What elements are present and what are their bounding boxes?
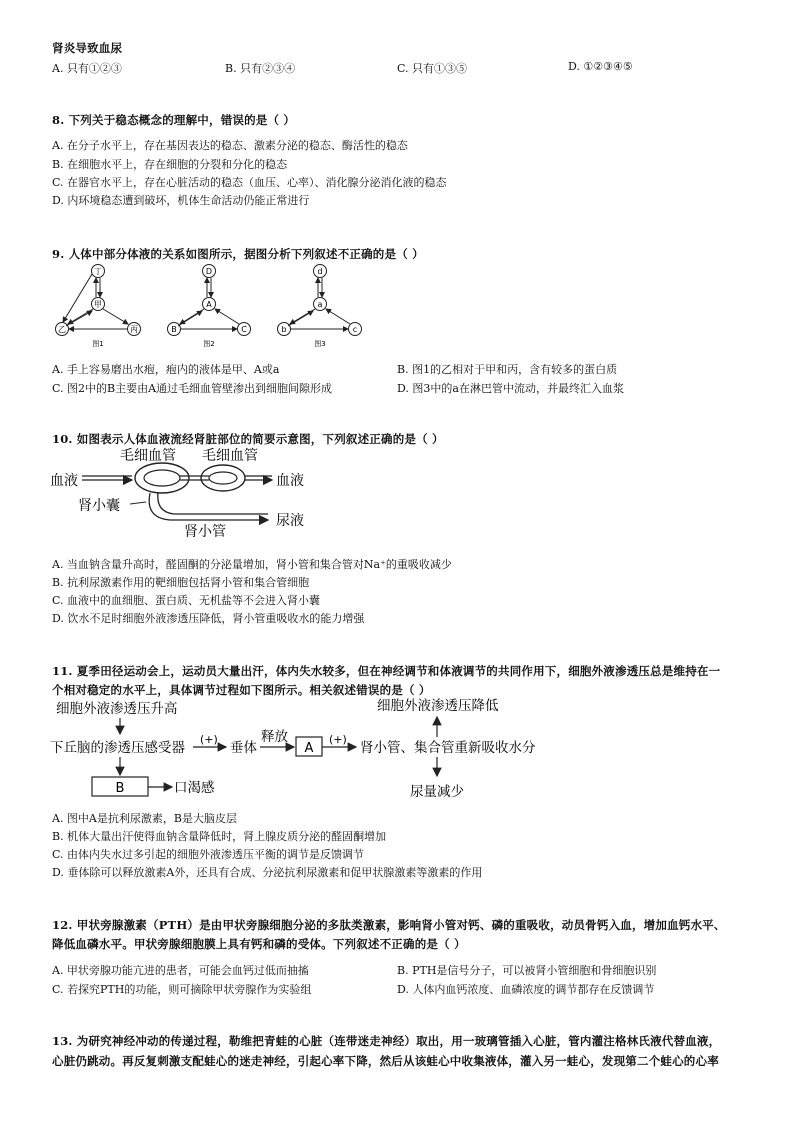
hormone-a-label: A [304, 741, 314, 756]
fig2-top-label: D [205, 267, 213, 276]
question-12-option-b: B. PTH是信号分子，可以被肾小管细胞和骨细胞识别 [397, 964, 657, 977]
blood-out-label: 血液 [276, 473, 304, 489]
fig1-right-label: 丙 [130, 325, 138, 334]
question-11-option-c: C. 由体内失水过多引起的细胞外液渗透压平衡的调节是反馈调节 [52, 848, 365, 861]
question-8-stem: 8. 下列关于稳态概念的理解中，错误的是（ ） [52, 113, 296, 127]
question-13-stem-line-1: 13. 为研究神经冲动的传递过程，勒维把青蛙的心脏（连带迷走神经）取出，用一玻璃管插入心脏，管内灌注格林氏液代替血液， [52, 1034, 721, 1048]
question-12-option-c: C. 若探究PTH的功能，则可摘除甲状旁腺作为实验组 [52, 983, 312, 996]
hypothalamus-receptor-label: 下丘脑的渗透压感受器 [50, 740, 185, 756]
urine-label: 尿液 [276, 513, 304, 529]
thirst-label: 口渴感 [174, 780, 215, 796]
question-8-option-c: C. 在器官水平上，存在心脏活动的稳态（血压、心率）、消化腺分泌消化液的稳态 [52, 176, 447, 189]
prev-option-b: B. 只有②③④ [225, 62, 296, 75]
question-9-option-d: D. 图3中的a在淋巴管中流动，并最终汇入血浆 [397, 382, 624, 395]
question-12-stem-line-2: 降低血磷水平。甲状旁腺细胞膜上具有钙和磷的受体。下列叙述不正确的是（ ） [52, 937, 466, 951]
question-13-stem-line-2: 心脏仍跳动。再反复刺激支配蛙心的迷走神经，引起心率下降，然后从该蛙心中收集液体，灌入另一蛙心，发现第二个蛙心的心率 [52, 1054, 719, 1068]
question-10-option-a: A. 当血钠含量升高时，醛固酮的分泌量增加，肾小管和集合管对Na⁺的重吸收减少 [52, 558, 452, 571]
figure-2 [168, 265, 251, 349]
capillary-label-1: 毛细血管 [120, 448, 176, 464]
plus-sign-1: (+) [200, 733, 218, 746]
question-10-option-b: B. 抗利尿激素作用的靶细胞包括肾小管和集合管细胞 [52, 576, 310, 589]
question-9-option-b: B. 图1的乙相对于甲和丙，含有较多的蛋白质 [397, 363, 618, 376]
question-10-stem: 10. 如图表示人体血液流经肾脏部位的简要示意图，下列叙述正确的是（ ） [52, 432, 444, 446]
fig3-right-label: c [352, 325, 358, 334]
prev-option-c: C. 只有①③⑤ [397, 62, 468, 75]
figure-3 [278, 265, 362, 349]
question-8-option-d: D. 内环境稳态遭到破坏，机体生命活动仍能正常进行 [52, 194, 310, 207]
prev-option-a: A. 只有①②③ [52, 62, 122, 75]
pituitary-label: 垂体 [230, 740, 257, 756]
water-balance-flow-diagram [50, 697, 550, 803]
capillary-label-2: 毛细血管 [202, 448, 258, 464]
question-11-option-b: B. 机体大量出汗使得血钠含量降低时，肾上腺皮质分泌的醛固酮增加 [52, 830, 387, 843]
question-8-option-a: A. 在分子水平上，存在基因表达的稳态、激素分泌的稳态、酶活性的稳态 [52, 139, 408, 152]
question-9-option-c: C. 图2中的B主要由A通过毛细血管壁渗出到细胞间隙形成 [52, 382, 333, 395]
question-11-stem-line-2: 个相对稳定的水平上，具体调节过程如下图所示。相关叙述错误的是（ ） [52, 683, 431, 697]
fig1-caption: 图1 [92, 340, 104, 348]
fig3-left-label: b [281, 325, 287, 334]
prev-option-d: D. ①②③④⑤ [568, 60, 633, 73]
kidney-blood-flow-diagram [50, 446, 330, 538]
prev-question-tail: 肾炎导致血尿 [52, 41, 123, 55]
osmotic-rise-label: 细胞外液渗透压升高 [56, 701, 178, 717]
cortex-b-label: B [115, 781, 125, 796]
tubule-reabsorb-label: 肾小管、集合管重新吸收水分 [360, 740, 536, 756]
fig1-left-label: 乙 [58, 325, 66, 334]
plus-sign-2: (+) [329, 733, 347, 746]
question-12-stem-line-1: 12. 甲状旁腺激素（PTH）是由甲状旁腺细胞分泌的多肽类激素，影响肾小管对钙、磷的重吸收，动员骨钙入血，增加血钙水平、 [52, 918, 726, 932]
urine-decrease-label: 尿量减少 [410, 784, 464, 800]
fig2-right-label: C [241, 325, 247, 334]
question-11-stem-line-1: 11. 夏季田径运动会上，运动员大量出汗，体内失水较多，但在神经调节和体液调节的共同作用下，细胞外液渗透压总是维持在一 [52, 664, 721, 678]
fig2-center-label: A [206, 300, 212, 309]
osmotic-fall-label: 细胞外液渗透压降低 [377, 698, 499, 714]
fig3-top-label: d [317, 267, 323, 276]
question-12-option-d: D. 人体内血钙浓度、血磷浓度的调节都存在反馈调节 [397, 983, 655, 996]
question-9-stem: 9. 人体中部分体液的关系如图所示，据图分析下列叙述不正确的是（ ） [52, 247, 424, 261]
body-fluid-diagrams [50, 262, 380, 350]
question-9-option-a: A. 手上容易磨出水疱，疱内的液体是甲、A或a [52, 363, 280, 376]
question-10-option-c: C. 血液中的血细胞、蛋白质、无机盐等不会进入肾小囊 [52, 594, 321, 607]
question-11-option-a: A. 图中A是抗利尿激素，B是大脑皮层 [52, 812, 237, 825]
fig1-top-label: 丁 [94, 267, 102, 276]
renal-tubule-label: 肾小管 [184, 524, 226, 538]
figure-1 [56, 265, 141, 349]
renal-capsule-label: 肾小囊 [78, 498, 120, 514]
release-label: 释放 [261, 729, 288, 745]
fig3-center-label: a [317, 300, 323, 309]
fig2-caption: 图2 [203, 340, 215, 348]
fig1-center-label: 甲 [94, 300, 102, 309]
fig3-caption: 图3 [314, 340, 326, 348]
fig2-left-label: B [171, 325, 177, 334]
blood-in-label: 血液 [50, 473, 78, 489]
question-12-option-a: A. 甲状旁腺功能亢进的患者，可能会血钙过低而抽搐 [52, 964, 309, 977]
question-11-option-d: D. 垂体除可以释放激素A外，还具有合成、分泌抗利尿激素和促甲状腺激素等激素的作用 [52, 866, 483, 879]
question-10-option-d: D. 饮水不足时细胞外液渗透压降低，肾小管重吸收水的能力增强 [52, 612, 365, 625]
question-8-option-b: B. 在细胞水平上，存在细胞的分裂和分化的稳态 [52, 158, 288, 171]
